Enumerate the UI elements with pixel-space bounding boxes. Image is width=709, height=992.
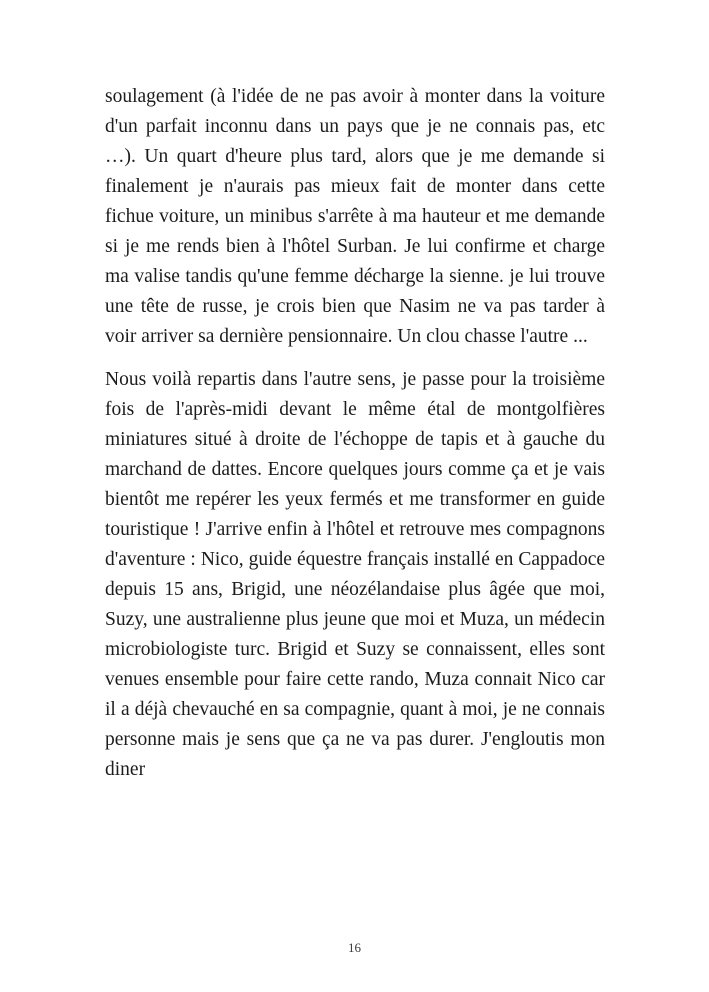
- paragraph: Nous voilà repartis dans l'autre sens, je passe pour la troisième fois de l'après-midi devant le même étal de montgolfières miniatures situé à droite de l'échoppe de tapis et à gauche du marchand de dattes. Encore quelques jours comme ça et je vais bientôt me repérer les yeux fermés et me transformer en guide touristique ! J'arrive enfin à l'hôtel et retrouve mes compagnons d'aventure : Nico, guide équestre français installé en Cappadoce depuis 15 ans, Brigid, une néozélandaise plus âgée que moi, Suzy, une australienne plus jeune que moi et Muza, un médecin microbiologiste turc. Brigid et Suzy se connaissent, elles sont venues ensemble pour faire cette rando, Muza connait Nico car il a déjà chevauché en sa compagnie, quant à moi, je ne connais personne mais je sens que ça ne va pas durer. J'engloutis mon diner: [105, 369, 605, 780]
- page-text-block: [105, 82, 605, 798]
- page-footer: [0, 940, 709, 956]
- paragraph: soulagement (à l'idée de ne pas avoir à monter dans la voiture d'un parfait inconnu dans un pays que je ne connais pas, etc …). Un quart d'heure plus tard, alors que je me demande si finalement je n'aurais pas mieux fait de monter dans cette fichue voiture, un minibus s'arrête à ma hauteur et me demande si je me rends bien à l'hôtel Surban. Je lui confirme et charge ma valise tandis qu'une femme décharge la sienne. je lui trouve une tête de russe, je crois bien que Nasim ne va pas tarder à voir arriver sa dernière pensionnaire. Un clou chasse l'autre ...: [105, 86, 605, 347]
- page-number: 16: [348, 940, 361, 955]
